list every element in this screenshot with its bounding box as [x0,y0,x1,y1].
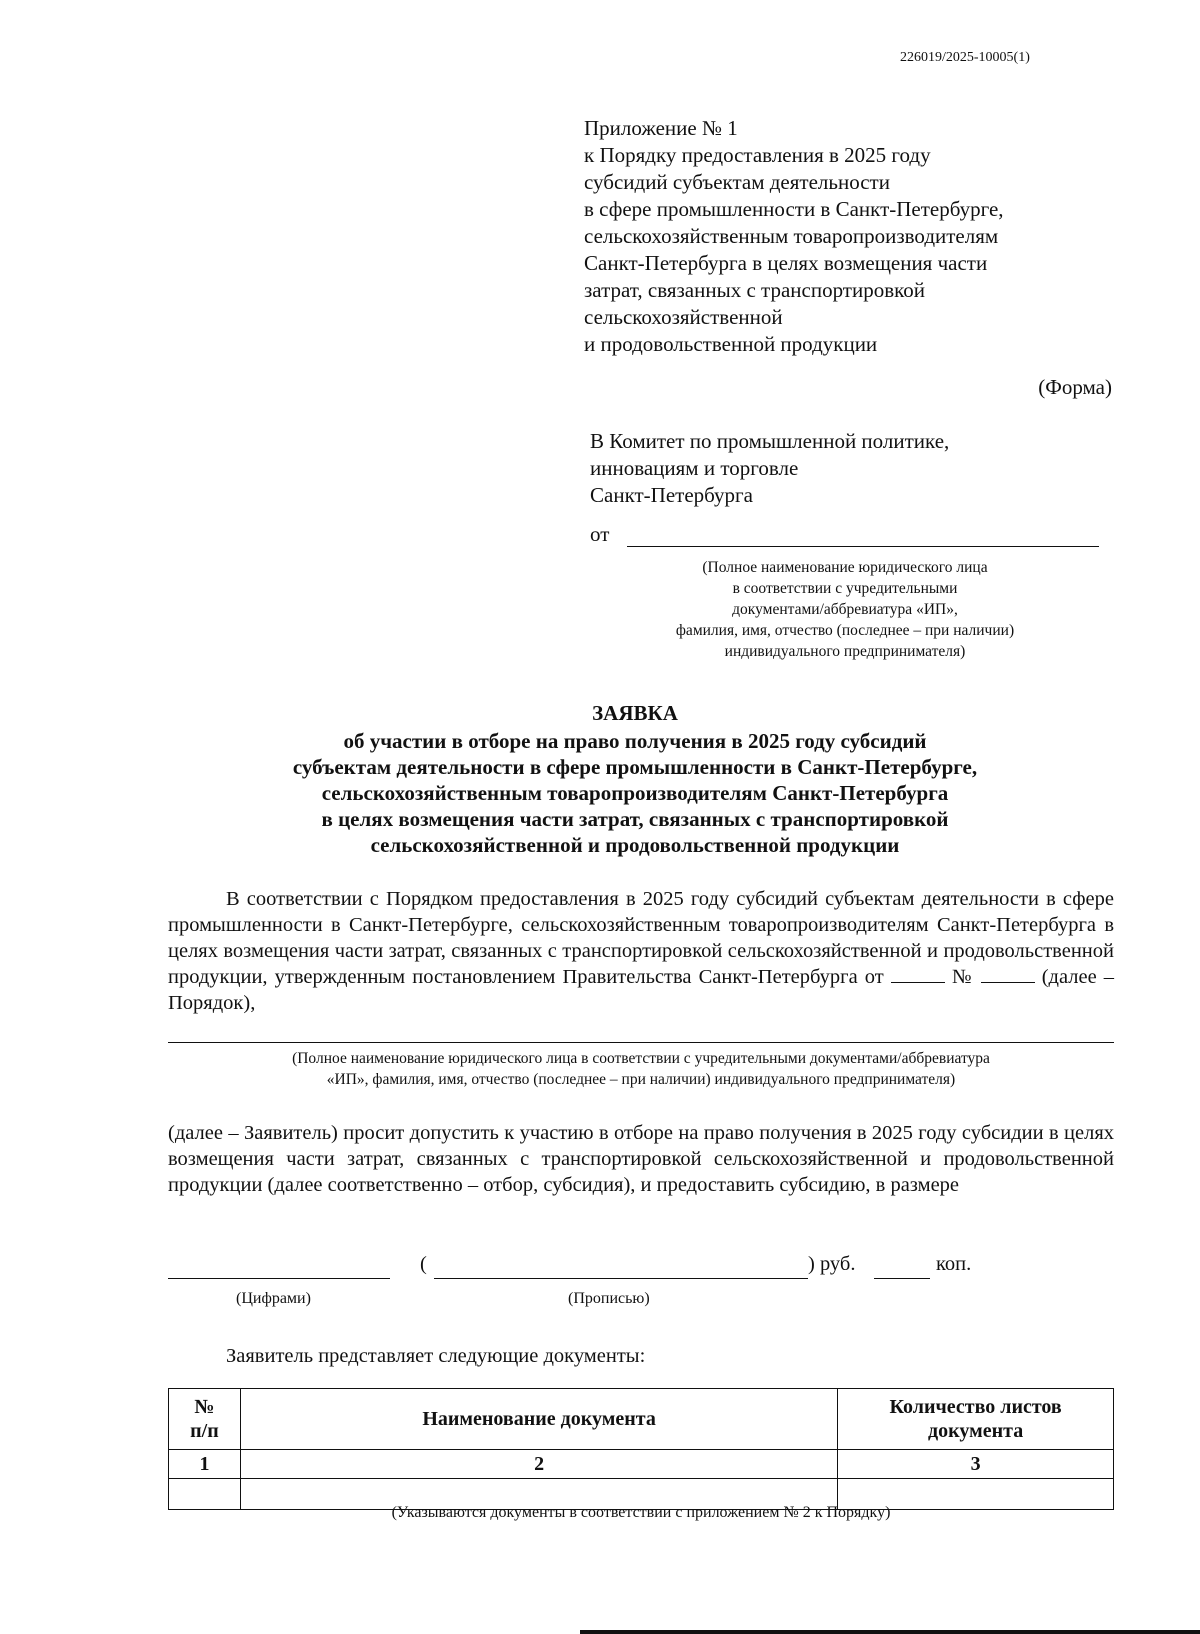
applicant-blank-field[interactable] [168,1042,1114,1043]
column-number-cell: 2 [240,1450,837,1479]
rub-label: ) руб. [808,1253,856,1275]
kopecks-field[interactable] [874,1278,930,1279]
addressee-block [590,428,1110,509]
annex-line: сельскохозяйственной [584,305,783,329]
annex-line: и продовольственной продукции [584,332,878,356]
addressee-line: В Комитет по промышленной политике, [590,429,950,453]
number-blank-field[interactable] [981,964,1035,983]
title-line: сельскохозяйственной и продовольственной продукции [370,833,900,857]
kop-label: коп. [936,1253,972,1275]
table-caption: (Указываются документы в соответствии с приложением № 2 к Порядку) [391,1504,891,1521]
title-line: сельскохозяйственным товаропроизводителям Санкт-Петербурга [321,781,949,805]
applicant-caption [168,1048,1114,1090]
amount-words-field[interactable] [434,1278,808,1279]
annex-line: в сфере промышленности в Санкт-Петербурге, [584,197,1004,221]
body-paragraph-1 [168,886,1114,1016]
addressee-line: инновациям и торговле [590,456,799,480]
digits-caption: (Цифрами) [236,1290,311,1307]
open-paren: ( [420,1253,427,1275]
date-blank-field[interactable] [891,964,945,983]
page-bottom-rule [580,1630,1200,1634]
from-caption [590,557,1100,662]
body-paragraph-2: (далее – Заявитель) просит допустить к участию в отборе на право получения в 2025 году субсидии в целях возмещения части затрат, связанных с транспортировкой сельскохозяйственной и продовольственной продукции (далее соответственно – отбор, субсидия), и предоставить субсидию, в размере [168,1122,1114,1196]
header-document-name: Наименование документа [240,1389,837,1450]
annex-header [584,115,1144,358]
title-line: субъектам деятельности в сфере промышленности в Санкт-Петербурге, [292,755,978,779]
column-number-cell: 3 [838,1450,1114,1479]
caption-line: (Полное наименование юридического лица [702,559,988,576]
annex-line: сельскохозяйственным товаропроизводителям [584,224,999,248]
caption-line: индивидуального предпринимателя) [724,643,966,660]
title-line: об участии в отборе на право получения в 2025 году субсидий [343,729,927,753]
title-heading: ЗАЯВКА [592,701,678,725]
header-number: № п/п [169,1389,241,1450]
from-label: от [590,522,610,546]
amount-digits-field[interactable] [168,1278,390,1279]
caption-line: в соответствии с учредительными [732,580,958,597]
form-label: (Форма) [1038,375,1112,399]
body-tail: (далее – Порядок), [168,966,1115,1014]
addressee-line: Санкт-Петербурга [590,483,753,507]
annex-line: Приложение № 1 [584,116,738,140]
documents-table [168,1388,1114,1510]
title-line: в целях возмещения части затрат, связанных с транспортировкой [321,807,949,831]
number-label: № [951,966,974,988]
from-blank-field[interactable] [627,546,1099,547]
application-title [170,700,1100,858]
body-text: В соответствии с Порядком предоставления в 2025 году субсидий субъектам деятельности в сфере промышленности в Санкт-Петербурге, сельскохозяйственным товаропроизводителям Санкт-Петербурга в целях возмещения части затрат, связанных с транспортировкой сельскохозяйственной и продовольственной продукции, утвержденным постановлением Правительства Санкт-Петербурга от [168,888,1114,988]
column-number-cell: 1 [169,1450,241,1479]
header-sheet-count: Количество листов документа [838,1389,1114,1450]
annex-line: затрат, связанных с транспортировкой [584,278,926,302]
caption-line: «ИП», фамилия, имя, отчество (последнее – при наличии) индивидуального предпринимателя) [326,1071,956,1088]
caption-line: фамилия, имя, отчество (последнее – при наличии) [675,622,1015,639]
document-number: 226019/2025-10005(1) [900,50,1030,65]
table-row [169,1450,1114,1479]
documents-intro: Заявитель представляет следующие документы: [226,1345,646,1367]
annex-line: Санкт-Петербурга в целях возмещения части [584,251,988,275]
amount-row [168,1253,1114,1283]
caption-line: (Полное наименование юридического лица в соответствии с учредительными документами/аббревиатура [292,1050,990,1067]
table-header-row [169,1389,1114,1450]
caption-line: документами/аббревиатура «ИП», [732,601,958,618]
annex-line: к Порядку предоставления в 2025 году [584,143,931,167]
words-caption: (Прописью) [568,1290,650,1307]
annex-line: субсидий субъектам деятельности [584,170,890,194]
